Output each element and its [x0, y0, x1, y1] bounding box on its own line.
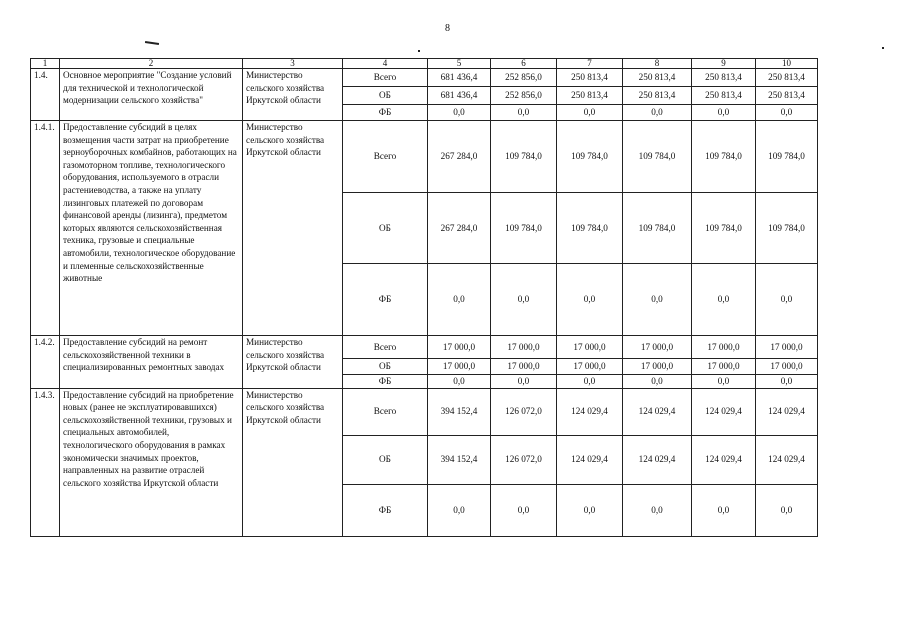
page-number: 8	[445, 23, 450, 34]
row-name: Основное мероприятие "Создание условий для технической и технологической модернизации сельского хозяйства"	[60, 69, 243, 121]
value-cell: 17 000,0	[557, 336, 623, 359]
table-row	[31, 121, 818, 193]
column-header: 7	[557, 59, 623, 69]
value-cell: 250 813,4	[692, 69, 756, 87]
funding-source: Всего	[343, 121, 428, 193]
funding-source: Всего	[343, 388, 428, 435]
value-cell: 124 029,4	[692, 388, 756, 435]
value-cell: 0,0	[692, 105, 756, 121]
funding-source: ФБ	[343, 264, 428, 336]
row-org: Министерство сельского хозяйства Иркутской области	[243, 121, 343, 336]
row-name: Предоставление субсидий в целях возмещения части затрат на приобретение зерноуборочных комбайнов, работающих на газомоторном топливе, технологического оборудования, используемого в отрасли растениеводства, а также на уплату лизинговых платежей по договорам финансовой аренды (лизинга), предметом которых являются сельскохозяйственная техника, грузовые и специальные автомобили, технологическое оборудование и племенные сельскохозяйственные животные	[60, 121, 243, 336]
value-cell: 17 000,0	[428, 359, 491, 375]
row-code: 1.4.2.	[31, 336, 60, 389]
value-cell: 0,0	[756, 264, 818, 336]
budget-table	[30, 58, 818, 537]
table-row	[31, 388, 818, 435]
scan-dot	[418, 50, 420, 52]
row-code: 1.4.	[31, 69, 60, 121]
value-cell: 124 029,4	[756, 388, 818, 435]
row-org: Министерство сельского хозяйства Иркутской области	[243, 336, 343, 389]
value-cell: 124 029,4	[692, 435, 756, 484]
value-cell: 681 436,4	[428, 69, 491, 87]
funding-source: ФБ	[343, 105, 428, 121]
value-cell: 109 784,0	[623, 193, 692, 264]
value-cell: 0,0	[491, 105, 557, 121]
table-row	[31, 69, 818, 87]
value-cell: 17 000,0	[557, 359, 623, 375]
value-cell: 109 784,0	[756, 121, 818, 193]
funding-source: Всего	[343, 336, 428, 359]
value-cell: 124 029,4	[756, 435, 818, 484]
column-header: 9	[692, 59, 756, 69]
value-cell: 109 784,0	[557, 193, 623, 264]
row-org: Министерство сельского хозяйства Иркутской области	[243, 69, 343, 121]
funding-source: ОБ	[343, 435, 428, 484]
value-cell: 0,0	[692, 375, 756, 389]
value-cell: 250 813,4	[623, 69, 692, 87]
value-cell: 17 000,0	[692, 359, 756, 375]
value-cell: 17 000,0	[491, 336, 557, 359]
value-cell: 0,0	[623, 484, 692, 536]
value-cell: 109 784,0	[692, 121, 756, 193]
funding-source: ОБ	[343, 193, 428, 264]
value-cell: 126 072,0	[491, 388, 557, 435]
value-cell: 394 152,4	[428, 435, 491, 484]
value-cell: 267 284,0	[428, 193, 491, 264]
funding-source: ОБ	[343, 359, 428, 375]
value-cell: 250 813,4	[557, 69, 623, 87]
value-cell: 0,0	[692, 484, 756, 536]
row-code: 1.4.1.	[31, 121, 60, 336]
value-cell: 17 000,0	[428, 336, 491, 359]
funding-source: ФБ	[343, 375, 428, 389]
value-cell: 109 784,0	[756, 193, 818, 264]
value-cell: 109 784,0	[557, 121, 623, 193]
value-cell: 0,0	[623, 264, 692, 336]
value-cell: 109 784,0	[491, 121, 557, 193]
value-cell: 0,0	[692, 264, 756, 336]
column-header: 4	[343, 59, 428, 69]
value-cell: 250 813,4	[557, 87, 623, 105]
value-cell: 0,0	[756, 484, 818, 536]
scan-dot	[882, 47, 884, 49]
value-cell: 109 784,0	[692, 193, 756, 264]
column-header: 1	[31, 59, 60, 69]
column-header: 5	[428, 59, 491, 69]
value-cell: 252 856,0	[491, 69, 557, 87]
value-cell: 124 029,4	[623, 388, 692, 435]
row-org: Министерство сельского хозяйства Иркутской области	[243, 388, 343, 536]
value-cell: 0,0	[491, 264, 557, 336]
value-cell: 252 856,0	[491, 87, 557, 105]
value-cell: 0,0	[428, 264, 491, 336]
value-cell: 109 784,0	[491, 193, 557, 264]
value-cell: 17 000,0	[692, 336, 756, 359]
value-cell: 250 813,4	[623, 87, 692, 105]
value-cell: 0,0	[557, 484, 623, 536]
funding-source: Всего	[343, 69, 428, 87]
value-cell: 0,0	[428, 484, 491, 536]
value-cell: 17 000,0	[623, 359, 692, 375]
value-cell: 126 072,0	[491, 435, 557, 484]
value-cell: 124 029,4	[623, 435, 692, 484]
funding-source: ОБ	[343, 87, 428, 105]
value-cell: 0,0	[491, 375, 557, 389]
column-header: 3	[243, 59, 343, 69]
value-cell: 0,0	[756, 375, 818, 389]
column-header: 6	[491, 59, 557, 69]
value-cell: 250 813,4	[756, 87, 818, 105]
value-cell: 109 784,0	[623, 121, 692, 193]
funding-source: ФБ	[343, 484, 428, 536]
value-cell: 0,0	[428, 105, 491, 121]
value-cell: 17 000,0	[623, 336, 692, 359]
row-code: 1.4.3.	[31, 388, 60, 536]
value-cell: 0,0	[491, 484, 557, 536]
table-row	[31, 336, 818, 359]
value-cell: 267 284,0	[428, 121, 491, 193]
value-cell: 0,0	[756, 105, 818, 121]
header-row	[31, 59, 818, 69]
value-cell: 17 000,0	[756, 336, 818, 359]
value-cell: 0,0	[623, 375, 692, 389]
row-name: Предоставление субсидий на приобретение новых (ранее не эксплуатировавшихся) сельскохозяйственной техники, грузовых и специальных автомобилей, технологического оборудования в рамках экономически значимых проектов, направленных на развитие отраслей сельского хозяйства Иркутской области	[60, 388, 243, 536]
value-cell: 0,0	[557, 105, 623, 121]
value-cell: 394 152,4	[428, 388, 491, 435]
value-cell: 250 813,4	[756, 69, 818, 87]
value-cell: 0,0	[428, 375, 491, 389]
value-cell: 0,0	[557, 264, 623, 336]
value-cell: 681 436,4	[428, 87, 491, 105]
value-cell: 17 000,0	[756, 359, 818, 375]
scan-mark	[145, 41, 159, 45]
value-cell: 0,0	[557, 375, 623, 389]
column-header: 2	[60, 59, 243, 69]
column-header: 10	[756, 59, 818, 69]
row-name: Предоставление субсидий на ремонт сельскохозяйственной техники в специализированных ремонтных заводах	[60, 336, 243, 389]
value-cell: 250 813,4	[692, 87, 756, 105]
value-cell: 124 029,4	[557, 388, 623, 435]
value-cell: 124 029,4	[557, 435, 623, 484]
value-cell: 0,0	[623, 105, 692, 121]
column-header: 8	[623, 59, 692, 69]
value-cell: 17 000,0	[491, 359, 557, 375]
